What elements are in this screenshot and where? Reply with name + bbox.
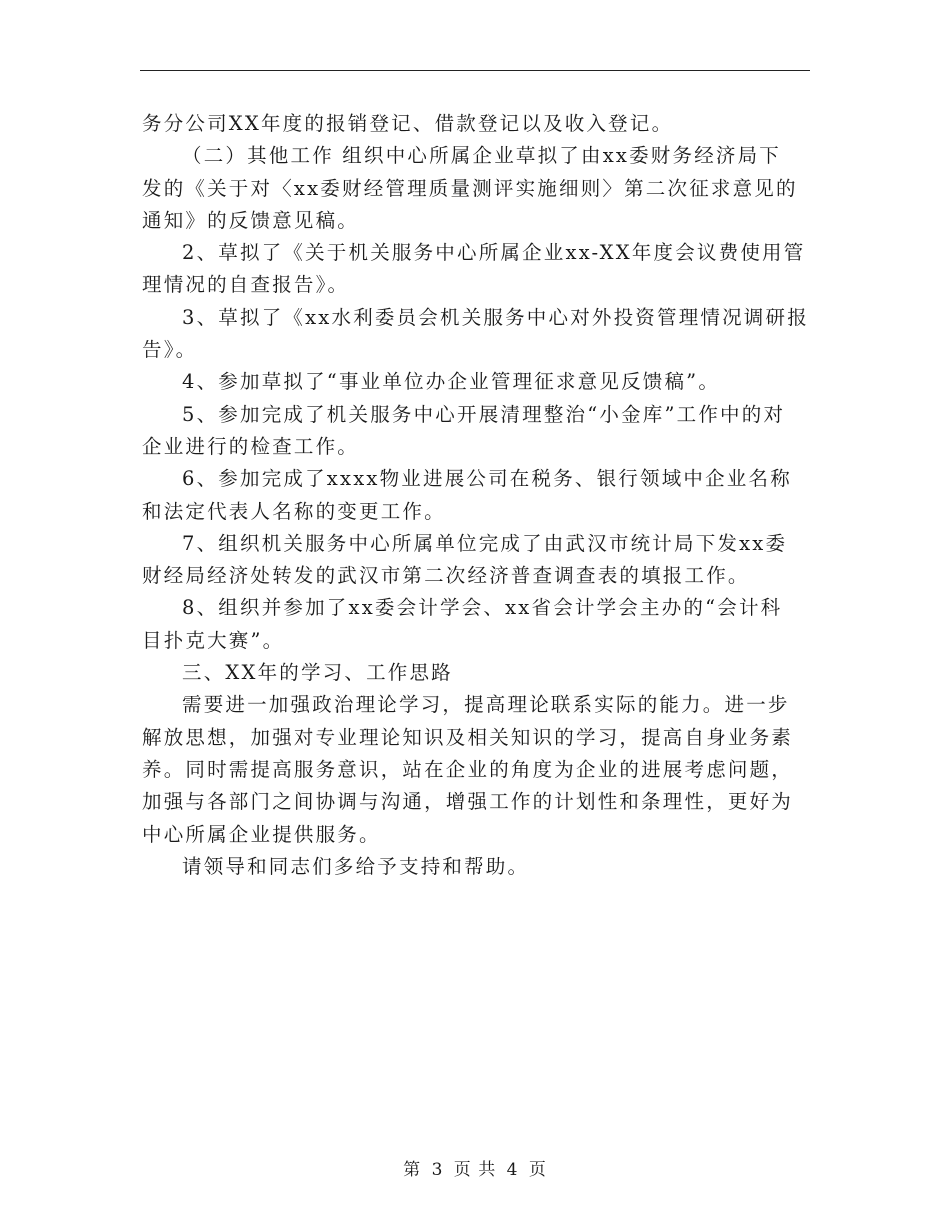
text-line: 5、参加完成了机关服务中心开展清理整治“小金库”工作中的对 (182, 402, 786, 426)
text-line: 需要进一加强政治理论学习，提高理论联系实际的能力。进一步 (182, 693, 790, 717)
text-line: 7、组织机关服务中心所属单位完成了由武汉市统计局下发xx委 (182, 531, 788, 555)
text-line: 加强与各部门之间协调与沟通，增强工作的计划性和条理性，更好为 (142, 790, 794, 814)
text-line: 4、参加草拟了“事业单位办企业管理征求意见反馈稿”。 (182, 370, 721, 394)
text-line: 目扑克大赛”。 (142, 628, 285, 652)
document-body (142, 108, 807, 883)
footer-suffix: 页 (528, 1160, 547, 1180)
footer-prefix: 第 (403, 1160, 422, 1180)
text-line: 和法定代表人名称的变更工作。 (142, 499, 446, 523)
text-line: 6、参加完成了xxxx物业进展公司在税务、银行领域中企业名称 (182, 467, 792, 491)
text-line: 理情况的自查报告》。 (142, 273, 350, 297)
header-rule (140, 70, 810, 71)
text-line: 解放思想，加强对专业理论知识及相关知识的学习，提高自身业务素 (142, 725, 794, 749)
total-page-count: 4 (506, 1160, 519, 1180)
text-line: 3、草拟了《xx水利委员会机关服务中心对外投资管理情况调研报 (182, 305, 809, 329)
text-line: 2、草拟了《关于机关服务中心所属企业xx-XX年度会议费使用管 (182, 241, 806, 265)
text-line: （二）其他工作 组织中心所属企业草拟了由xx委财务经济局下 (182, 144, 781, 168)
page-footer (0, 1155, 950, 1180)
text-line: 请领导和同志们多给予支持和帮助。 (182, 854, 530, 878)
text-line: 通知》的反馈意见稿。 (142, 208, 360, 232)
text-line: 企业进行的检查工作。 (142, 434, 360, 458)
text-line: 中心所属企业提供服务。 (142, 822, 381, 846)
section-heading: 三、XX年的学习、工作思路 (182, 661, 453, 685)
text-line: 务分公司XX年度的报销登记、借款登记以及收入登记。 (142, 112, 674, 135)
text-line: 8、组织并参加了xx委会计学会、xx省会计学会主办的“会计科 (182, 596, 783, 620)
footer-middle: 页 共 (453, 1160, 497, 1180)
text-line: 养。同时需提高服务意识，站在企业的角度为企业的进展考虑问题， (142, 757, 794, 781)
current-page-number: 3 (431, 1160, 444, 1180)
text-line: 告》。 (142, 338, 198, 362)
text-line: 财经局经济处转发的武汉市第二次经济普查调查表的填报工作。 (142, 564, 750, 588)
text-line: 发的《关于对〈xx委财经管理质量测评实施细则〉第二次征求意见的 (142, 176, 798, 200)
